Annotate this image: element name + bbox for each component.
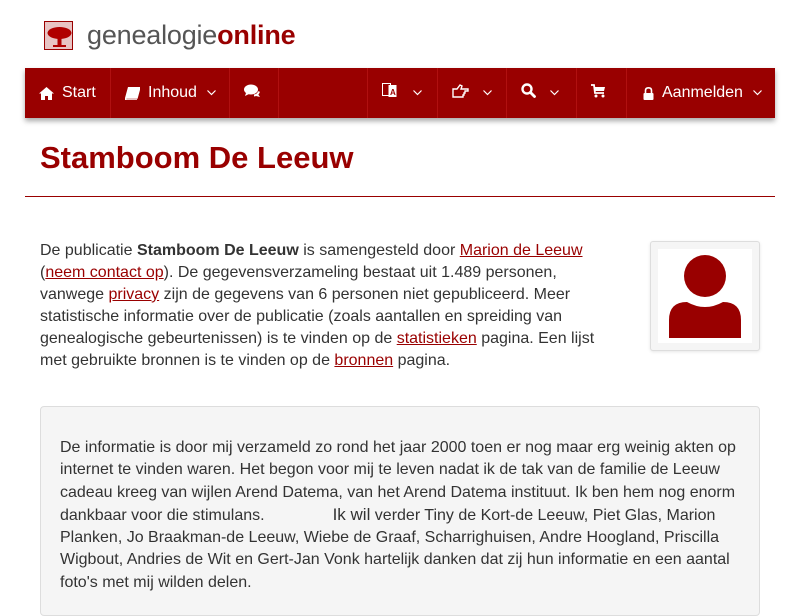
translate-icon: [382, 83, 397, 103]
statistics-link[interactable]: statistieken: [396, 330, 477, 347]
home-icon: [39, 87, 54, 100]
chevron-down-icon: [753, 90, 762, 96]
title-divider: [25, 196, 775, 197]
publication-name: Stamboom De Leeuw: [136, 242, 299, 259]
search-icon: [521, 83, 536, 103]
author-avatar[interactable]: [650, 241, 760, 351]
author-link[interactable]: Marion de Leeuw: [459, 242, 583, 259]
nav-search[interactable]: [507, 68, 577, 118]
nav-shop[interactable]: [577, 68, 627, 118]
site-logo[interactable]: [44, 20, 295, 51]
svg-text:A: A: [390, 88, 396, 97]
site-name: genealogieonline: [87, 20, 296, 50]
book-icon: [125, 87, 140, 100]
nav-forum[interactable]: [230, 68, 279, 118]
page-title: Stamboom De Leeuw: [40, 140, 354, 175]
user-icon: [667, 254, 743, 338]
publication-intro: De publicatie Stamboom De Leeuw is samengesteld door Marion de Leeuw (neem contact op). De gegevensverzameling bestaat uit 1.489 personen, vanwege privacy zijn de gegevens van 6 personen niet gepubliceerd. Meer statistische informatie over de publicatie (zoals aantallen en spreiding van genealogische gebeurtenissen) is te vinden op de statistieken pagina. Een lijst met gebruikte bronnen is te vinden op de bronnen pagina.: [40, 242, 595, 369]
main-navbar: [25, 68, 775, 118]
nav-inhoud[interactable]: [111, 68, 230, 118]
nav-actions[interactable]: [438, 68, 507, 118]
nav-spacer: [279, 68, 368, 118]
nav-inhoud-label: Inhoud: [148, 84, 197, 101]
lock-icon: [643, 87, 654, 100]
privacy-link[interactable]: privacy: [108, 286, 160, 303]
nav-language[interactable]: [368, 68, 438, 118]
nav-start-label: Start: [62, 84, 96, 101]
chevron-down-icon: [413, 90, 422, 96]
tree-logo-icon: [44, 21, 73, 50]
contact-link[interactable]: neem contact op: [45, 264, 164, 281]
nav-aanmelden-label: Aanmelden: [662, 84, 743, 101]
shopping-cart-icon: [591, 84, 606, 103]
publication-description: De informatie is door mij verzameld zo rond het jaar 2000 toen er nog maar erg weinig akten op internet te vinden waren. Het begon voor mij te leven nadat ik de tak van de familie de Leeuw cadeau kreeg van wijlen Arend Datema, van het Arend Datema instituut. Ik ben hem nog enorm dankbaar voor die stimulans. Ik wil verder Tiny de Kort-de Leeuw, Piet Glas, Marion Planken, Jo Braakman-de Leeuw, Wiebe de Graaf, Scharrighuisen, Andre Hoogland, Priscilla Wigbout, Andries de Wit en Gert-Jan Vonk hartelijk danken dat zij hun informatie en een aantal foto's met mij wilden delen.: [40, 406, 760, 616]
nav-start[interactable]: [25, 68, 111, 118]
sources-link[interactable]: bronnen: [334, 352, 394, 369]
hand-pointer-icon: [452, 84, 469, 103]
chevron-down-icon: [207, 90, 216, 96]
nav-aanmelden[interactable]: [627, 68, 775, 118]
comments-icon: [244, 84, 261, 103]
chevron-down-icon: [483, 90, 492, 96]
chevron-down-icon: [550, 90, 559, 96]
